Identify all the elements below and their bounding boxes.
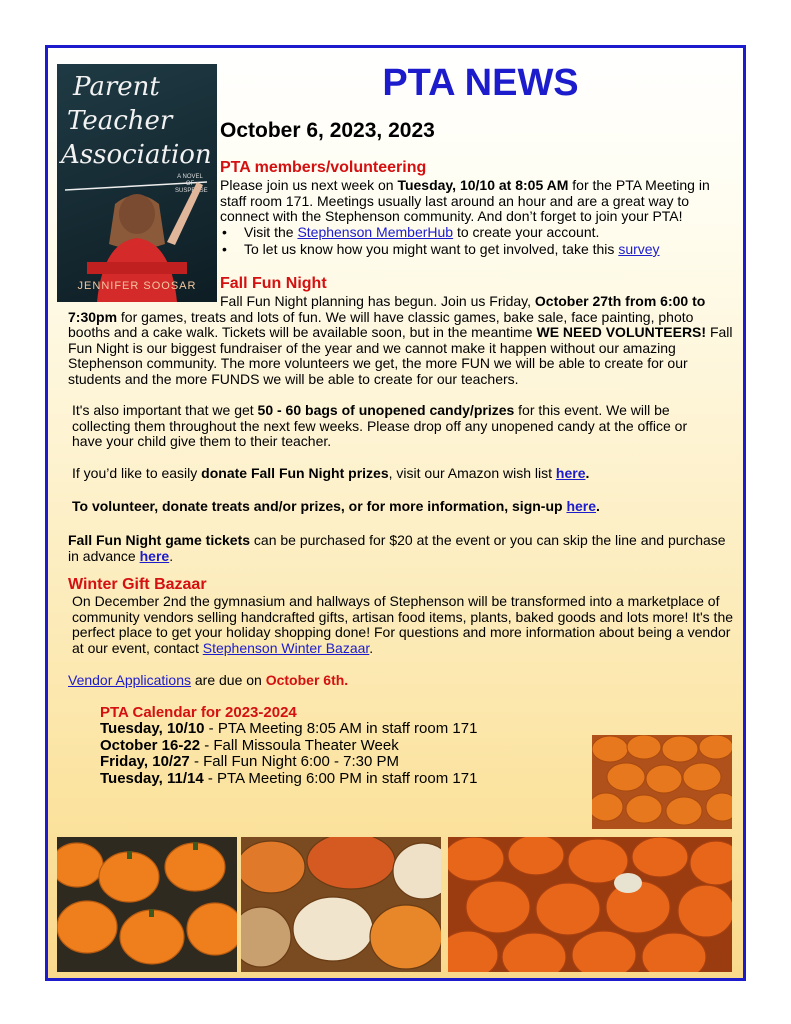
event-time: October 27th from 6:00 to 7:30pm (68, 293, 706, 325)
calendar-event: - Fall Fun Night 6:00 - 7:30 PM (189, 753, 400, 770)
list-item (220, 224, 735, 241)
fall-fun-night-paragraph (68, 294, 738, 388)
meeting-date: Tuesday, 10/10 at 8:05 AM (397, 177, 569, 193)
calendar-date: Tuesday, 11/14 (100, 769, 204, 787)
text: . (169, 547, 174, 564)
pumpkin-photo-middle (241, 837, 441, 972)
text: . (369, 639, 374, 656)
memberhub-link[interactable]: Stephenson MemberHub (297, 224, 454, 240)
text: for this event. We will be collecting them throughout the next few weeks. Please drop off any unopened candy at the office or have your child give them to their teacher. (72, 402, 688, 450)
list-item (220, 241, 735, 258)
newsletter-page (45, 45, 746, 981)
calendar-row (100, 721, 477, 738)
calendar-row (100, 754, 477, 771)
book-title-line2: Teacher (67, 106, 173, 136)
volunteering-paragraph (220, 178, 735, 225)
text: can be purchased for $20 at the event or you can skip the line and purchase in advance (68, 532, 726, 564)
signup-link[interactable]: here (566, 498, 597, 514)
text: To volunteer, donate treats and/or prizes, or for more information, sign-up (72, 498, 567, 514)
calendar-event: - Fall Missoula Theater Week (200, 736, 399, 754)
pumpkin-photo-right (448, 837, 732, 972)
prizes-paragraph (72, 466, 589, 482)
book-subtitle: A NOVEL OF SUSPENSE (175, 174, 208, 194)
text: Fall Fun Night is our biggest fundraiser of the year and we cannot make it happen without our amazing Stephenson community. The more volunteers we get, the more FUN we will be able to create for our students and the more FUNDS we will be able to create for our teachers. (68, 324, 733, 387)
text: for games, treats and lots of fun. We will have classic games, bake sale, face painting, photo booths and a cake walk. Tickets will be available soon, but in the meantime (68, 308, 694, 341)
candy-callout: 50 - 60 bags of unopened candy/prizes (257, 402, 515, 418)
pumpkin-photo-left (57, 837, 237, 972)
text: It's also important that we get (72, 402, 258, 418)
text: If you’d like to easily (72, 465, 202, 481)
text: Please join us next week on (220, 177, 398, 193)
newsletter-date: October 6, 2023, 2023 (220, 119, 435, 142)
text: , visit our Amazon wish list (388, 465, 556, 481)
survey-link[interactable]: survey (618, 241, 660, 257)
book-title-line3: Association (61, 140, 212, 170)
tickets-link[interactable]: here (139, 547, 170, 564)
text: Fall Fun Night planning has begun. Join us Friday, (220, 293, 535, 309)
bazaar-paragraph (72, 594, 736, 656)
text: Visit the (244, 224, 298, 240)
vendor-applications-link[interactable]: Vendor Applications (68, 672, 191, 688)
volunteering-list (220, 224, 735, 258)
calendar-event: - PTA Meeting 8:05 AM in staff room 171 (204, 720, 478, 737)
text: are due on (190, 672, 266, 688)
prizes-callout: donate Fall Fun Night prizes (201, 465, 389, 481)
calendar-date: Friday, 10/27 (100, 753, 190, 770)
calendar-row (100, 771, 477, 788)
calendar-date: Tuesday, 10/10 (100, 720, 205, 737)
vendor-paragraph (68, 673, 348, 689)
heading-fall-fun-night: Fall Fun Night (220, 275, 327, 292)
text: for the PTA Meeting in staff room 171. Meetings usually last around an hour and are a great way to connect with the Stephenson community. And don’t forget to join your PTA! (220, 177, 710, 225)
text: To let us know how you might want to get involved, take this (244, 241, 619, 257)
tickets-paragraph (68, 533, 738, 564)
book-title-line1: Parent (73, 72, 160, 102)
heading-winter-bazaar: Winter Gift Bazaar (68, 576, 207, 593)
heading-calendar: PTA Calendar for 2023-2024 (100, 704, 297, 721)
calendar-date: October 16-22 (100, 736, 201, 754)
bazaar-contact-link[interactable]: Stephenson Winter Bazaar (202, 639, 370, 656)
text: On December 2nd the gymnasium and hallways of Stephenson will be transformed into a marketplace of community vendors selling handcrafted gifts, artisan food items, plants, baked goods and lots more! It's the perfect place to get your holiday shopping done! For questions and more information about being a vendor at our event, contact (72, 593, 734, 656)
heading-volunteering: PTA members/volunteering (220, 159, 427, 176)
signup-paragraph (72, 499, 600, 515)
text: . (585, 465, 590, 481)
candy-paragraph (72, 403, 712, 450)
calendar-list (100, 721, 477, 787)
tickets-callout: Fall Fun Night game tickets (68, 532, 251, 548)
volunteers-callout: WE NEED VOLUNTEERS! (536, 324, 707, 341)
calendar-event: - PTA Meeting 6:00 PM in staff room 171 (203, 769, 478, 787)
due-date: October 6th. (265, 672, 349, 688)
text: to create your account. (453, 224, 600, 240)
pumpkin-photo-small (592, 735, 732, 829)
book-author: JENNIFER SOOSAR (77, 280, 197, 292)
page-title: PTA NEWS (382, 62, 579, 104)
wishlist-link[interactable]: here (555, 465, 586, 481)
text: . (596, 498, 600, 514)
calendar-row (100, 738, 477, 755)
